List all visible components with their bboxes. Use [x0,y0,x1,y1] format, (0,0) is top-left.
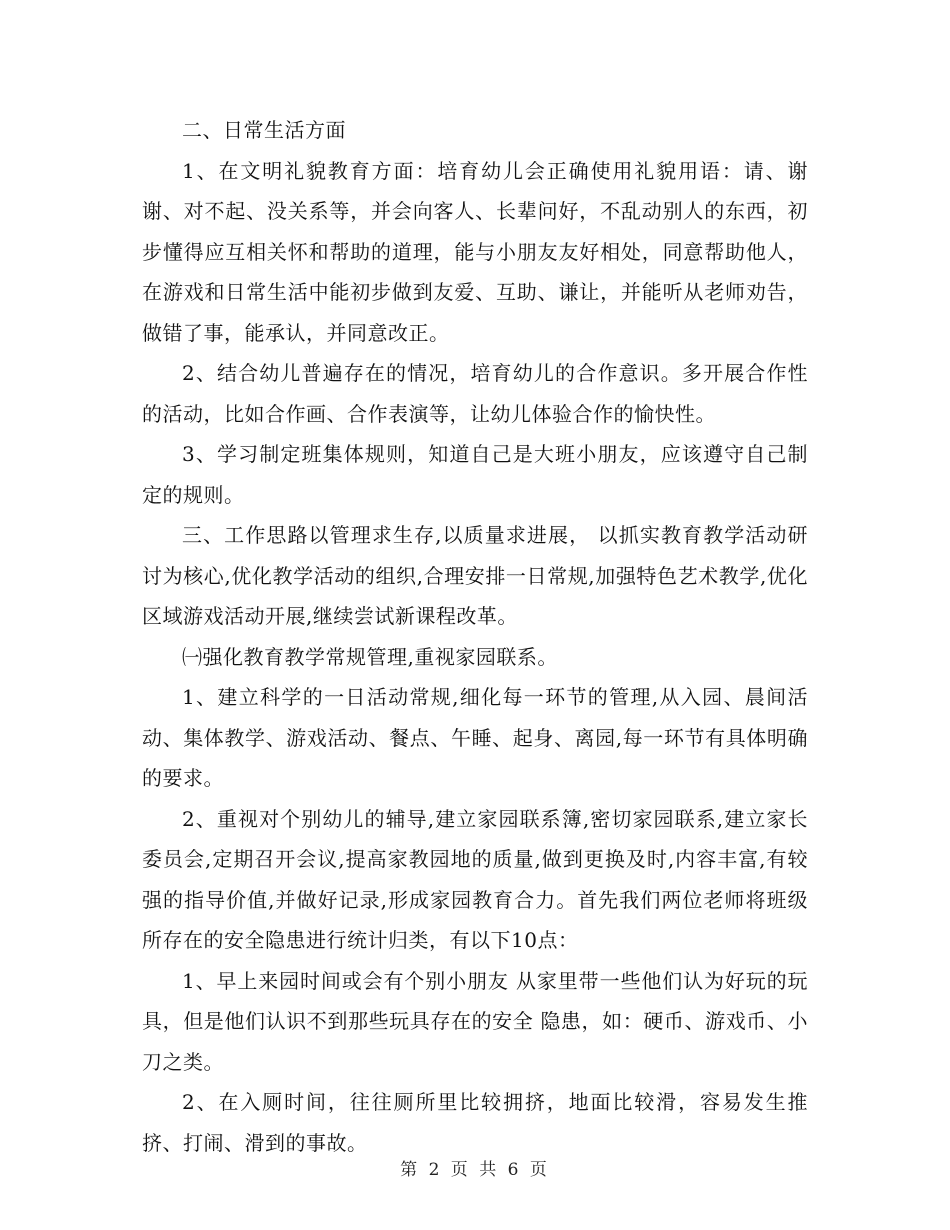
section-heading-work-approach: 三、工作思路以管理求生存,以质量求进展， 以抓实教育教学活动研讨为核心,优化教学活动的组织,合理安排一日常规,加强特色艺术教学,优化区域游戏活动开展,继续尝试新课程改革。 [142,523,808,628]
paragraph-class-rules: 3、学习制定班集体规则，知道自己是大班小朋友，应该遵守自己制定的规则。 [142,442,808,507]
section-heading-daily-life: 二、日常生活方面 [182,118,346,142]
subheading-routine-management: ㈠强化教育教学常规管理,重视家园联系。 [182,644,558,669]
paragraph-cooperation-awareness: 2、结合幼儿普遍存在的情况，培育幼儿的合作意识。多开展合作性的活动，比如合作画、合作表演等，让幼儿体验合作的愉快性。 [142,361,808,426]
paragraph-home-school-contact: 2、重视对个别幼儿的辅导,建立家园联系簿,密切家园联系,建立家长委员会,定期召开会议,提高家教园地的质量,做到更换及时,内容丰富,有较强的指导价值,并做好记录,形成家园教育合力。首先我们两位老师将班级所存在的安全隐患进行统计归类，有以下10点： [142,806,808,952]
paragraph-etiquette-education: 1、在文明礼貌教育方面：培育幼儿会正确使用礼貌用语：请、谢谢、对不起、没关系等，并会向客人、长辈问好，不乱动别人的东西，初步懂得应互相关怀和帮助的道理，能与小朋友友好相处，同意帮助他人，在游戏和日常生活中能初步做到友爱、互助、谦让，并能听从老师劝告，做错了事，能承认，并同意改正。 [142,158,808,345]
paragraph-toilet-hazard: 2、在入厕时间，往往厕所里比较拥挤，地面比较滑，容易发生推挤、打闹、滑到的事故。 [142,1090,808,1155]
paragraph-daily-routine: 1、建立科学的一日活动常规,细化每一环节的管理,从入园、晨间活动、集体教学、游戏活动、餐点、午睡、起身、离园,每一环节有具体明确的要求。 [142,685,808,790]
page-number-footer: 第 2 页 共 6 页 [400,1160,550,1180]
paragraph-morning-toys-hazard: 1、早上来园时间或会有个别小朋友 从家里带一些他们认为好玩的玩具，但是他们认识不到那些玩具存在的安全 隐患，如：硬币、游戏币、小刀之类。 [142,968,808,1074]
document-body [142,110,808,1163]
